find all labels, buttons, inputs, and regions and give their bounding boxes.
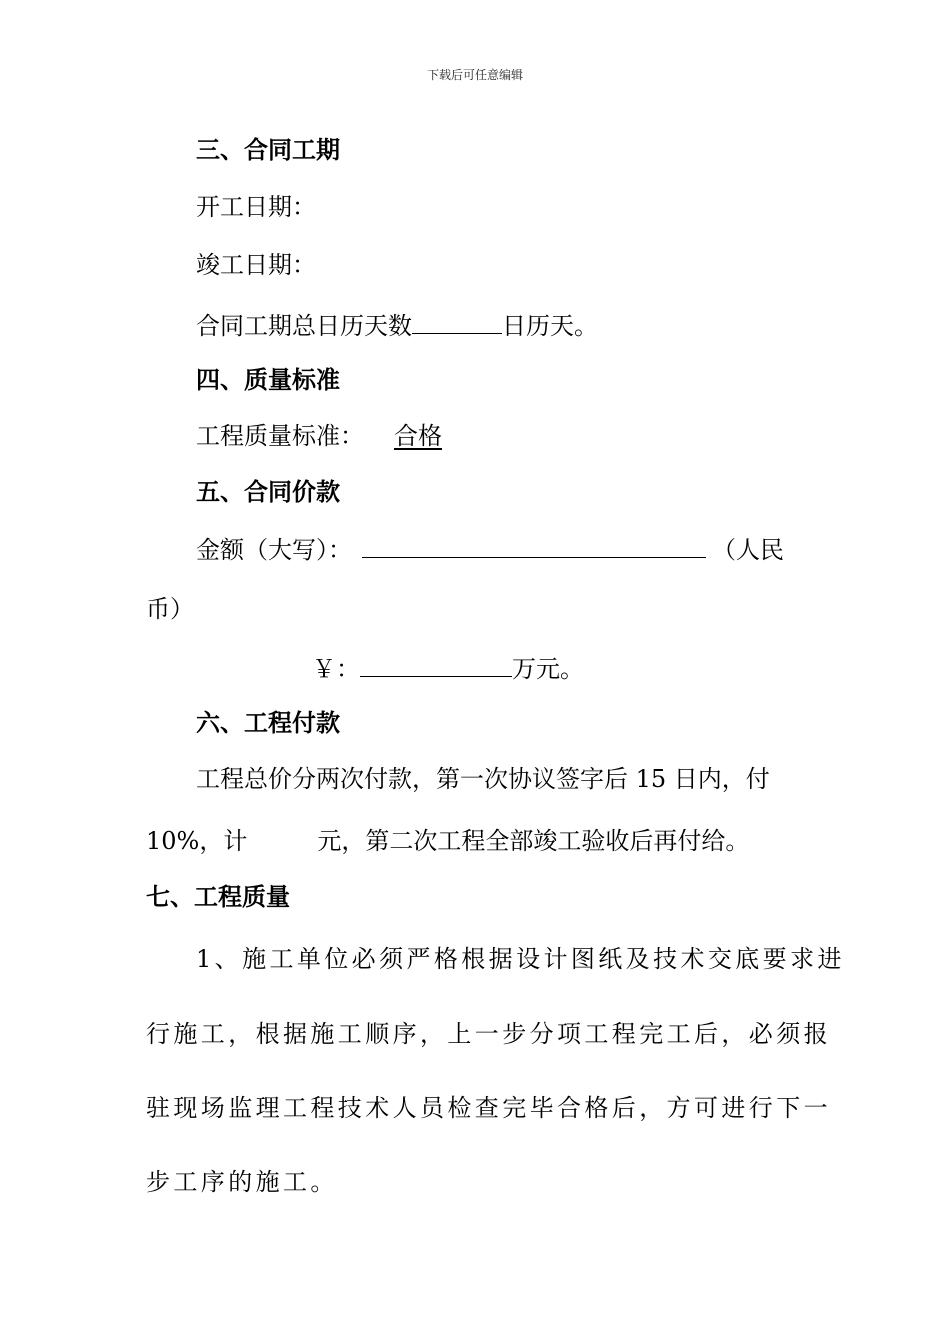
amount-label: 金额（大写）： — [196, 536, 352, 564]
amount-suffix: （人民 — [712, 536, 784, 564]
payment-para-line-1: 工程总价分两次付款，第一次协议签字后 15 日内，付 — [196, 765, 770, 793]
yen-line — [312, 650, 584, 686]
duration-blank — [412, 307, 502, 334]
quality-standard-value: 合格 — [394, 422, 442, 450]
amount-line — [196, 531, 784, 567]
payment-para-line-2b: 元，第二次工程全部竣工验收后再付给。 — [317, 827, 750, 855]
quality-item-1-line-3: 驻现场监理工程技术人员检查完毕合格后，方可进行下一 — [146, 1094, 831, 1122]
quality-item-1-line-4: 步工序的施工。 — [146, 1168, 338, 1196]
page-header-note: 下载后可任意编辑 — [426, 68, 523, 82]
quality-item-1-line-2: 行施工，根据施工顺序，上一步分项工程完工后，必须报 — [146, 1020, 831, 1048]
yen-suffix: 万元。 — [512, 655, 584, 683]
duration-prefix: 合同工期总日历天数 — [196, 312, 412, 340]
payment-para-line-2 — [146, 824, 749, 858]
amount-suffix-cont: 币） — [146, 595, 194, 623]
payment-para-line-2a: 10%，计 — [146, 827, 248, 855]
start-date-label: 开工日期： — [196, 193, 316, 221]
yen-blank — [360, 650, 512, 677]
quality-standard-label: 工程质量标准： — [196, 422, 364, 450]
duration-line — [196, 307, 598, 343]
end-date-label: 竣工日期： — [196, 251, 316, 279]
yen-label: ￥： — [312, 655, 360, 683]
duration-suffix: 日历天。 — [502, 312, 598, 340]
amount-blank — [362, 531, 706, 558]
quality-standard-line — [196, 419, 442, 453]
section-7-title: 七、工程质量 — [146, 882, 290, 911]
section-6-title: 六、工程付款 — [196, 708, 340, 737]
section-5-title: 五、合同价款 — [196, 477, 340, 506]
quality-item-1-line-1: 1、施工单位必须严格根据设计图纸及技术交底要求进 — [196, 945, 845, 973]
section-3-title: 三、合同工期 — [196, 135, 340, 164]
section-4-title: 四、质量标准 — [196, 365, 340, 394]
